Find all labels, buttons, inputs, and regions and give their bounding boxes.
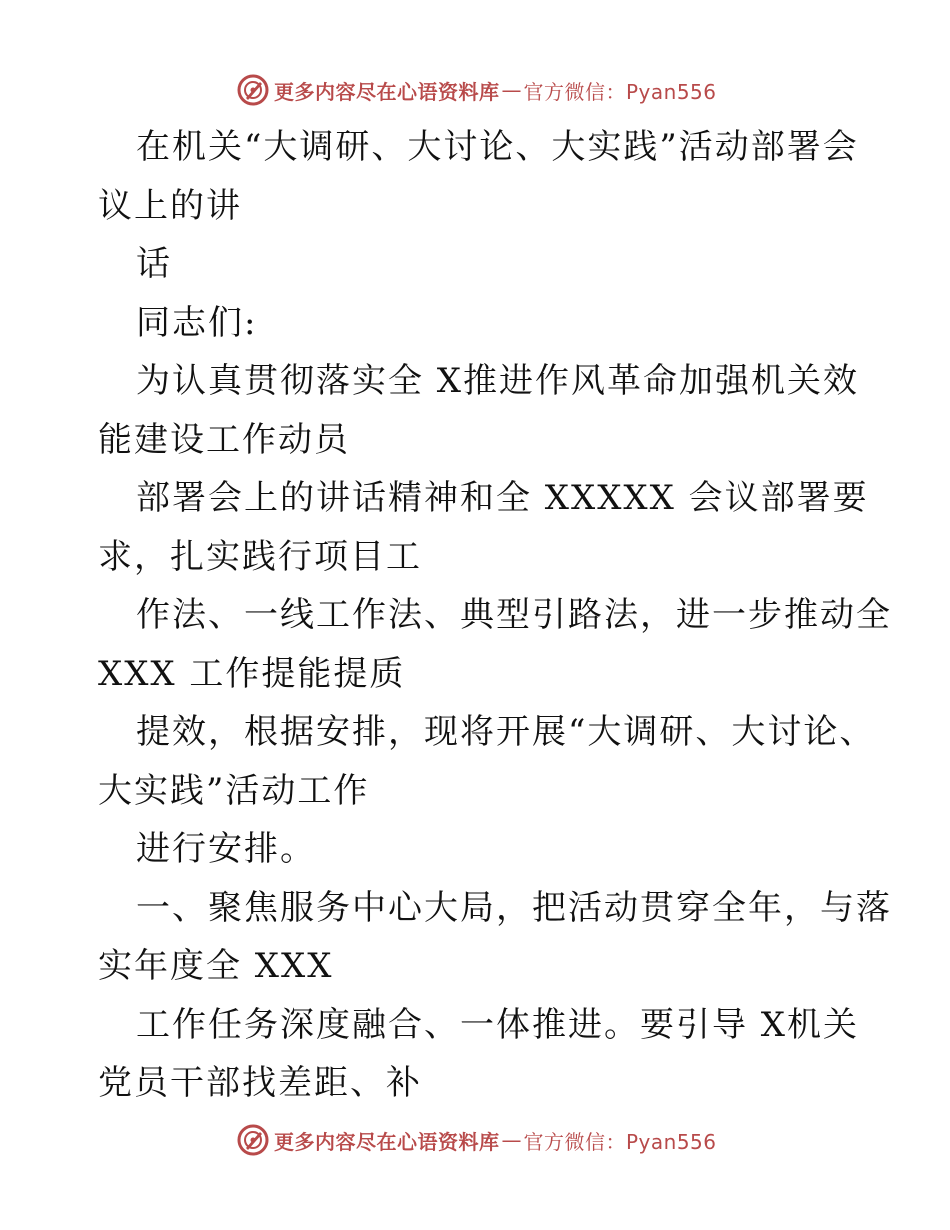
- watermark-dash: —: [501, 78, 522, 102]
- text-line: 议上的讲: [98, 185, 242, 226]
- text-line: 同志们:: [136, 302, 258, 343]
- document-body: [98, 118, 892, 1113]
- watermark-main-text: 更多内容尽在心语资料库: [274, 79, 500, 104]
- text-line: 进行安排。: [136, 829, 316, 869]
- text-line: 能建设工作动员: [98, 419, 350, 460]
- quill-seal-icon: [236, 73, 270, 107]
- text-line: 实年度全 XXX: [98, 946, 334, 986]
- text-line: 部署会上的讲话精神和全 XXXXX 会议部署要: [136, 478, 869, 518]
- watermark-official-text: 官方微信：Pyan556: [523, 1129, 717, 1154]
- text-line: 话: [136, 244, 172, 284]
- text-line: 作法、一线工作法、典型引路法，进一步推动全: [136, 595, 892, 635]
- header-watermark: [236, 72, 717, 108]
- footer-watermark: [236, 1122, 717, 1158]
- text-line: 一、聚焦服务中心大局，把活动贯穿全年，与落: [136, 887, 892, 928]
- text-line: 求，扎实践行项目工: [98, 536, 422, 577]
- text-line: 提效，根据安排，现将开展“大调研、大讨论、: [136, 712, 876, 752]
- text-line: 为认真贯彻落实全 X推进作风革命加强机关效: [136, 361, 860, 401]
- text-line: 在机关“大调研、大讨论、大实践”活动部署会: [136, 127, 859, 167]
- watermark-dash: —: [501, 1128, 522, 1152]
- text-line: 党员干部找差距、补: [98, 1063, 422, 1103]
- watermark-official-text: 官方微信：Pyan556: [523, 79, 717, 104]
- watermark-main-text: 更多内容尽在心语资料库: [274, 1129, 500, 1154]
- quill-seal-icon: [236, 1123, 270, 1157]
- text-line: 工作任务深度融合、一体推进。要引导 X机关: [136, 1004, 860, 1045]
- text-line: 大实践”活动工作: [98, 770, 370, 811]
- text-line: XXX 工作提能提质: [98, 653, 406, 694]
